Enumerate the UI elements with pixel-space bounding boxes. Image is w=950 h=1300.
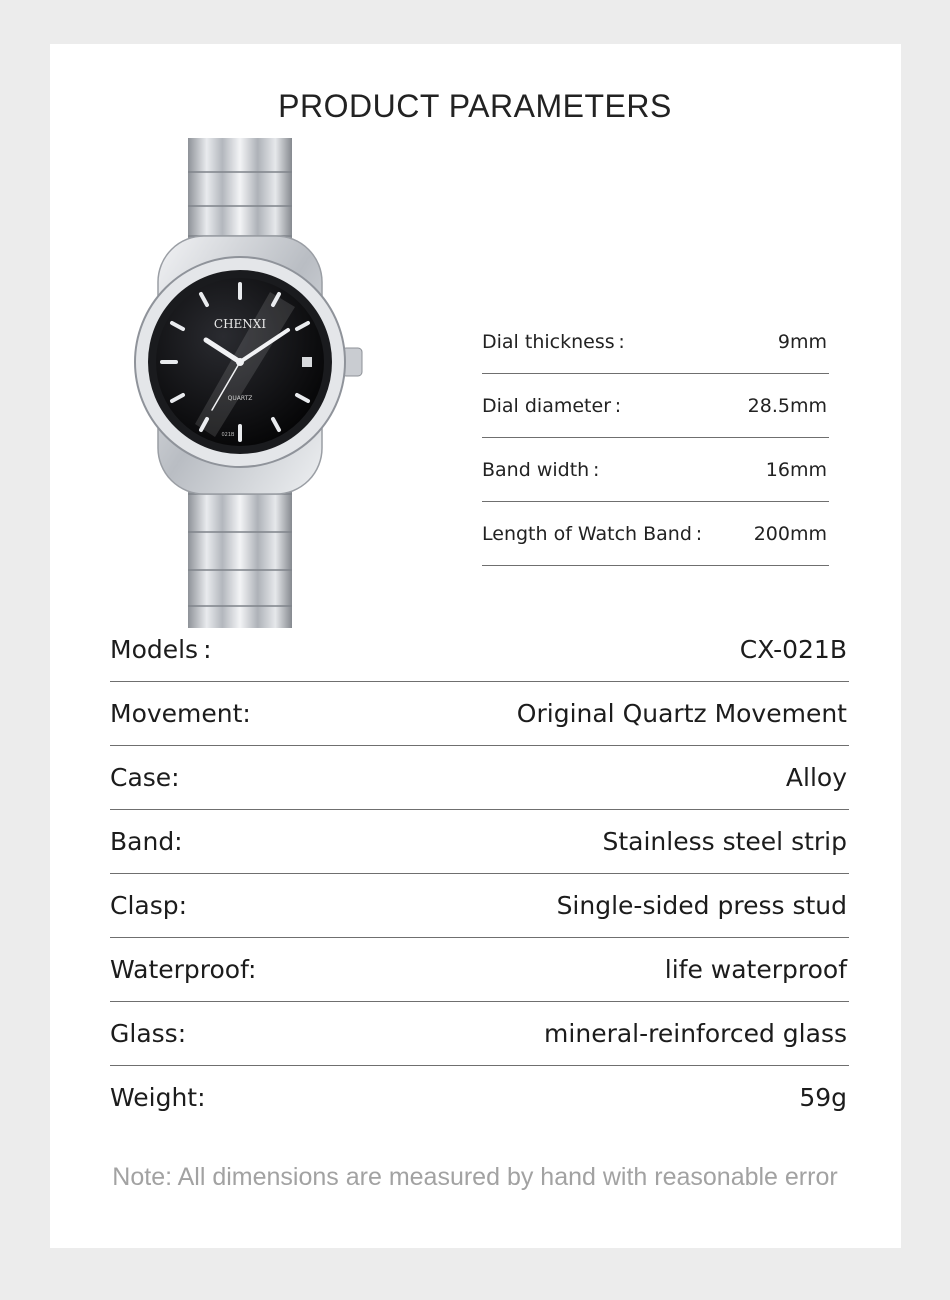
- spec-row: [110, 682, 849, 746]
- spec-value: Single-sided press stud: [556, 891, 847, 920]
- dimension-value: 28.5mm: [747, 394, 827, 417]
- dimension-row: [482, 310, 829, 374]
- spec-row: [110, 810, 849, 874]
- dimension-label: Dial diameter :: [482, 394, 622, 417]
- measurement-note: Note: All dimensions are measured by hand with reasonable error: [112, 1163, 838, 1191]
- dimension-row: [482, 502, 829, 566]
- spec-value: Stainless steel strip: [602, 827, 847, 856]
- dimension-row: [482, 438, 829, 502]
- watch-image: [120, 132, 380, 632]
- spec-label: Glass:: [110, 1019, 187, 1048]
- spec-label: Clasp:: [110, 891, 188, 920]
- spec-row: [110, 1066, 849, 1129]
- spec-label: Movement:: [110, 699, 251, 728]
- dial-label: QUARTZ: [227, 395, 253, 402]
- spec-row: [110, 746, 849, 810]
- spec-value: mineral-reinforced glass: [544, 1019, 847, 1048]
- spec-row: [110, 874, 849, 938]
- spec-row: [110, 618, 849, 682]
- brand-logo: CHENXI: [213, 317, 267, 331]
- spec-row: [110, 1002, 849, 1066]
- dimension-row: [482, 374, 829, 438]
- spec-row: [110, 938, 849, 1002]
- spec-value: life waterproof: [664, 955, 847, 984]
- upper-strap: [188, 138, 292, 250]
- dimension-label: Band width :: [482, 458, 600, 481]
- spec-label: Case:: [110, 763, 180, 792]
- dimension-label: Length of Watch Band :: [482, 522, 703, 545]
- spec-value: 59g: [799, 1083, 847, 1112]
- page-title: PRODUCT PARAMETERS: [278, 88, 672, 124]
- spec-value: Original Quartz Movement: [516, 699, 847, 728]
- spec-value: CX-021B: [739, 635, 847, 664]
- spec-label: Weight:: [110, 1083, 206, 1112]
- spec-value: Alloy: [785, 763, 847, 792]
- dimension-value: 16mm: [765, 458, 827, 481]
- spec-label: Models :: [110, 635, 212, 664]
- dimension-value: 200mm: [753, 522, 827, 545]
- dimension-value: 9mm: [777, 330, 827, 353]
- model-mark: 021B: [221, 432, 235, 438]
- dimension-label: Dial thickness :: [482, 330, 625, 353]
- spec-label: Waterproof:: [110, 955, 257, 984]
- date-window: [302, 357, 312, 367]
- specs-table: [110, 618, 849, 1129]
- spec-label: Band:: [110, 827, 183, 856]
- dimensions-table: [482, 310, 829, 566]
- lower-strap: [188, 472, 292, 628]
